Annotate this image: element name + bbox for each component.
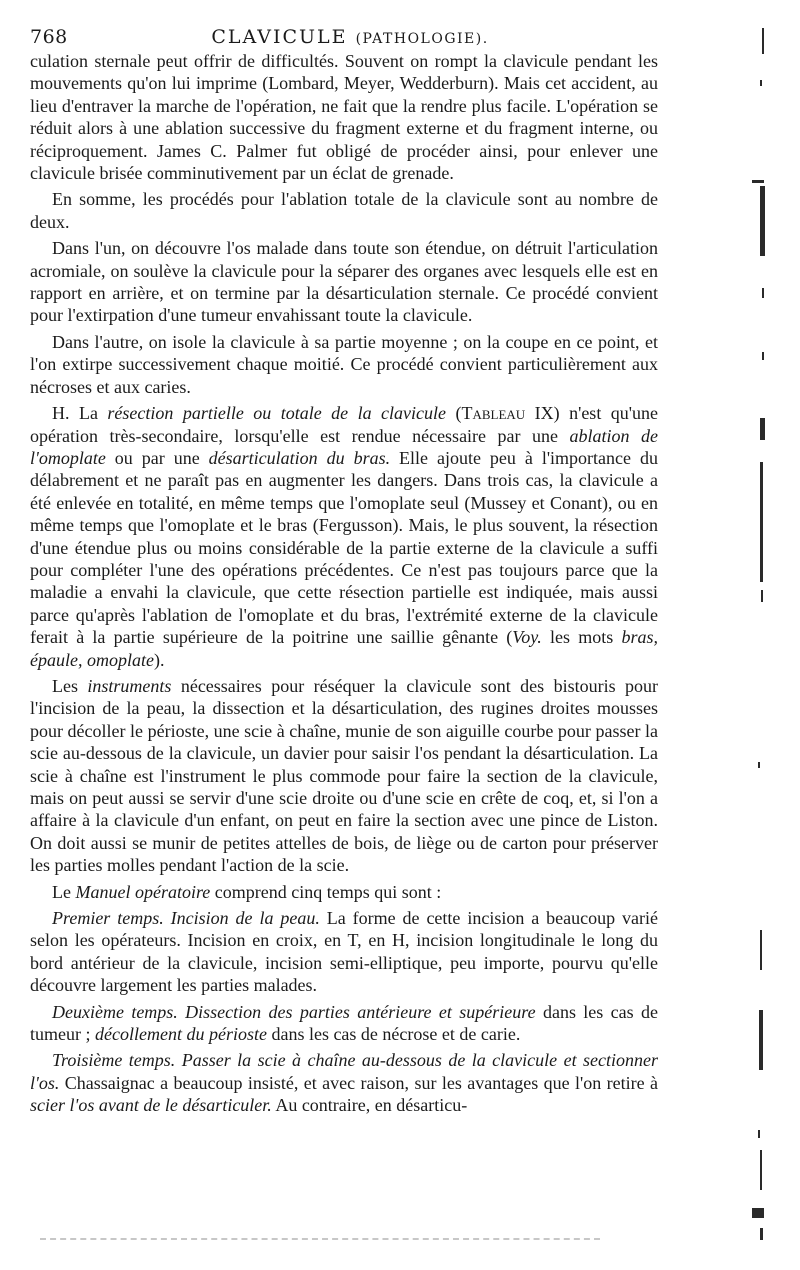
scan-mark [761,590,763,602]
text-run-italic: scier l'os avant de le désarticuler. [30,1095,272,1116]
text-run: Au contraire, en désarticu- [271,1095,468,1116]
text-run-italic: bras, épaule, omoplate [30,627,658,670]
paragraph-4: Dans l'autre, on isole la clavicule à sa partie moyenne ; on la coupe en ce point, et l'on extirpe successivement chaque moitié. Ce procédé convient particulièrement aux nécroses et aux caries. [30,331,658,397]
scan-mark [752,180,764,183]
text-run-italic: Deuxième temps. Dissection des parties antérieure et supérieure [52,1001,536,1022]
scan-mark [760,186,765,256]
scan-mark [760,930,762,970]
paragraph-9 [30,1001,658,1046]
paragraph-6 [30,675,658,877]
scan-mark [752,1208,764,1218]
scan-mark [760,418,765,440]
scan-mark [762,352,764,360]
text-run: nécessaires pour réséquer la clavicule sont des bistouris pour l'incision de la peau, la dissection et la désarticulation, des rugines droites mousses pour décoller le périoste, une scie à chaîne, munie de son aiguille courbe pour passer la scie au-dessous de la clavicule, un davier pour saisir l'os pendant la désarticulation. La scie à chaîne est l'instrument le plus commode pour faire la section de la clavicule, mais on peut aussi se servir d'une scie droite ou d'une scie en crête de coq, et, si l'on a affaire à la clavicule d'un enfant, on peut en faire la section avec une pince de Liston. On doit aussi se munir de petites attelles de bois, de liège ou de carton pour préserver les parties molles pendant l'action de la scie. [30,675,658,876]
scan-mark [760,1228,763,1240]
text-run: H. La [52,403,108,424]
text-run-italic: Voy. [512,627,542,648]
text-run: La forme de cette incision a beaucoup varié selon les opérateurs. Incision en croix, en T, en H, incision longitudinale le long du bord antérieur de la clavicule, incision semi-elliptique, peu importe, pourvu qu'elle découvre largement les parties malades. [30,908,658,996]
text-run: dans les cas de nécrose et de carie. [266,1024,521,1045]
text-run-italic: décollement du périoste [95,1024,267,1045]
text-run: les mots [541,627,622,648]
text-run-italic: résection partielle ou totale de la clavicule [107,403,447,424]
text-run: Le [52,881,76,902]
running-title-main: CLAVICULE [211,26,348,48]
scan-footer-rule [40,1238,600,1240]
scan-mark [759,1010,763,1070]
text-run: ). [153,649,165,670]
page-number: 768 [30,26,68,48]
body-text [30,50,658,1117]
text-run: IX) n'est qu'une opération très-secondaire, lorsqu'elle est rendue nécessaire par une [30,403,658,446]
scan-mark [762,28,764,54]
text-run: comprend cinq temps qui sont : [210,881,442,902]
paragraph-2: En somme, les procédés pour l'ablation totale de la clavicule sont au nombre de deux. [30,189,658,232]
text-run-italic: Manuel opératoire [75,881,211,902]
scan-mark [760,462,763,582]
text-run-italic: ablation de l'omoplate [30,425,659,468]
scan-margin-marks [730,0,790,1270]
paragraph-3: Dans l'un, on découvre l'os malade dans toute son étendue, on détruit l'articulation acromiale, on soulève la clavicule pour la séparer des organes avec lesquels elle est en rapport en arrière, et on termine par la désarticulation sternale. Ce procédé convient pour l'extirpation d'une tumeur envahissant toute la clavicule. [30,238,658,326]
scan-mark [760,1150,762,1190]
text-run: ou par une [105,447,209,468]
paragraph-5 [30,402,658,671]
text-run-italic: instruments [87,675,172,696]
paragraph-10 [30,1049,658,1116]
text-run: Les [52,675,88,696]
text-run: Elle ajoute peu à l'importance du délabrement et ne paraît pas en augmenter les dangers. Dans trois cas, la clavicule a été enlevée en totalité, en même temps que l'omoplate seul (Mussey et Conant), ou en même temps que l'omoplate et le bras (Fergusson). Mais, le plus souvent, la résection d'une étendue plus ou moins considérable de la partie externe de la clavicule a suffi pour compléter l'une des opérations précédentes. Ce n'est pas toujours parce que la maladie a envahi la clavicule, que cette résection partielle est indiquée, mais aussi parce qu'après l'ablation de l'omoplate et du bras, l'extrémité externe de la clavicule ferait à la partie supérieure de la poitrine une saillie gênante ( [30,447,658,648]
paragraph-7 [30,881,658,903]
text-run-italic: Troisième temps. Passer la scie à chaîne au-dessous de la clavicule et sectionner l'os. [30,1050,658,1093]
paragraph-1: culation sternale peut offrir de difficultés. Souvent on rompt la clavicule pendant les mouvements qu'on lui imprime (Lombard, Meyer, Wedderburn). Mais cet accident, au lieu d'entraver la marche de l'opération, ne fait que la rendre plus facile. L'opération se réduit alors à une ablation successive du fragment externe et du fragment interne, ou réciproquement. James C. Palmer fut obligé de procéder ainsi, pour enlever une clavicule brisée comminutivement par un éclat de grenade. [30,51,658,184]
text-run-italic: Premier temps. Incision de la peau. [52,908,320,929]
running-title-sub: (PATHOLOGIE). [355,31,489,47]
paragraph-8 [30,907,658,997]
text-run: ( [446,403,462,424]
running-title [30,26,670,48]
scan-mark [760,80,762,86]
text-run-italic: désarticulation du bras. [208,447,391,468]
scan-mark [758,762,760,768]
text-run-small-caps: Tableau [461,403,526,424]
running-header [30,22,670,50]
text-run: Chassaignac a beaucoup insisté, et avec raison, sur les avantages que l'on retire à [59,1072,658,1093]
scan-mark [758,1130,760,1138]
scan-mark [762,288,764,298]
text-run: dans les cas de tumeur ; [30,1001,658,1045]
